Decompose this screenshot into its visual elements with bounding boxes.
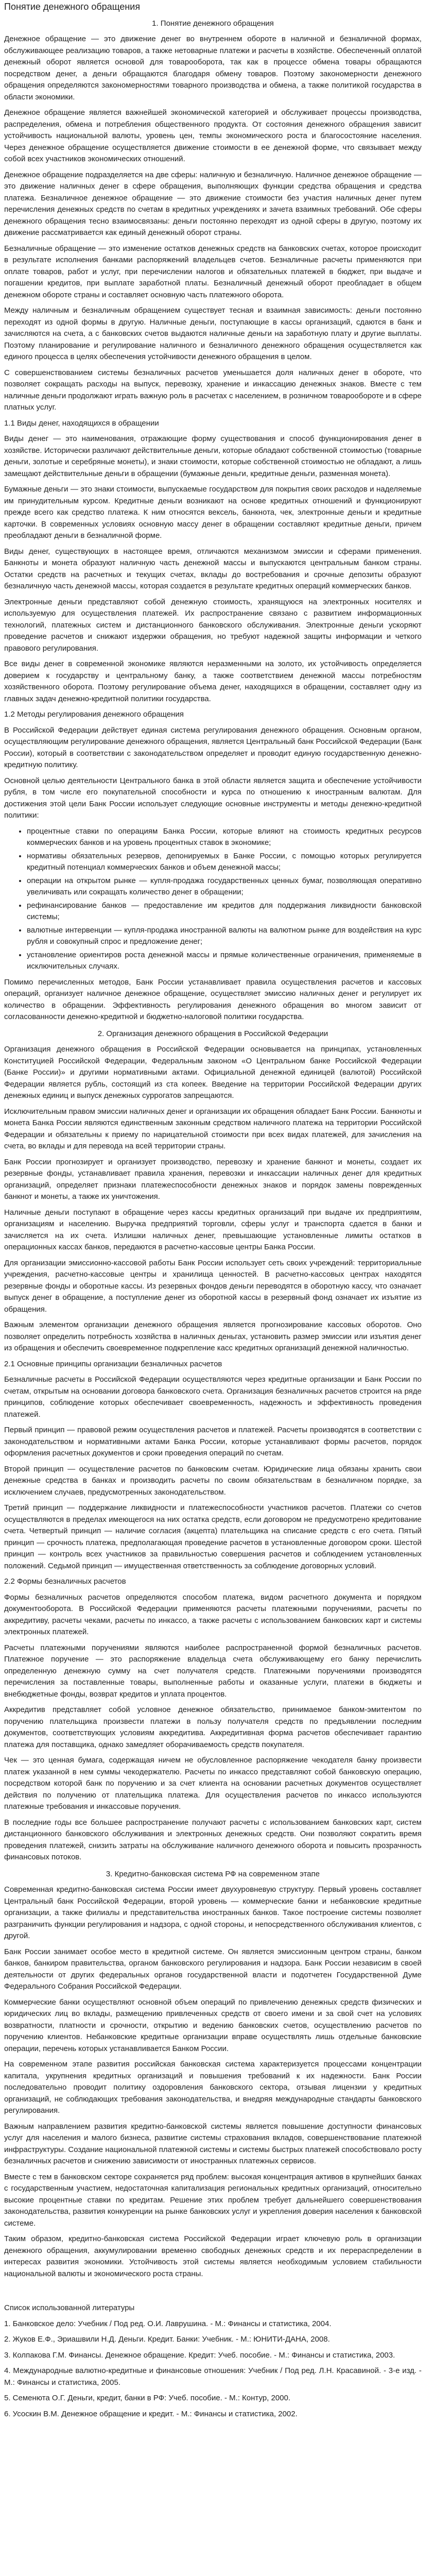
paragraph: Бумажные деньги — это знаки стоимости, выпускаемые государством для покрытия своих расходов и наделяемые им принудительным курсом. Кредитные деньги возникают на основе кредитных отношений и функционируют прежде всего как средство платежа. К ним относятся вексель, банкнота, чек, электронные деньги и кредитные карточки. В современных условиях основную массу денег в обращении составляют кредитные деньги, причем преобладают деньги в безналичной форме. xyxy=(4,485,422,540)
paragraph: Помимо перечисленных методов, Банк России устанавливает правила осуществления расчетов и кассовых операций, организует наличное денежное обращение, осуществляет эмиссию наличных денег и регулирует их количество в обращении. Эффективность регулирования денежного обращения во многом зависит от согласованности денежно-кредитной и бюджетно-налоговой политики государства. xyxy=(4,977,422,1021)
section-heading: 1.1 Виды денег, находящихся в обращении xyxy=(4,418,159,428)
paragraph: Наличные деньги поступают в обращение через кассы кредитных организаций при выдаче их предприятиям, организациям и населению. Выручка предприятий торговли, сферы услуг и транспорта сдается в банки и зачисляется на их счета. Излишки наличных денег, превышающие установленные лимиты остатков в операционных кассах банков, передаются в расчетно-кассовые центры Банка России. xyxy=(4,1208,422,1251)
bibliography-item: 2. Жуков Е.Ф., Эриашвили Н.Д. Деньги. Кредит. Банки: Учебник. - М.: ЮНИТИ-ДАНА, 2008. xyxy=(4,2335,330,2344)
paragraph: Банк России занимает особое место в кредитной системе. Он является эмиссионным центром страны, банком банков, банкиром правительства, органом банковского регулирования и надзора. Банк России независим в своей деятельности от других федеральных органов государственной власти и подотчетен Государственной Думе Федерального Собрания Российской Федерации. xyxy=(4,1947,422,1991)
paragraph: С совершенствованием системы безналичных расчетов уменьшается доля наличных денег в обороте, что позволяет сокращать расходы на выпуск, перевозку, хранение и инкассацию денежных знаков. Вместе с тем наличные деньги продолжают играть важную роль в расчетах с населением, в розничном товарообороте и в сфере платных услуг. xyxy=(4,368,422,412)
paragraph: Для организации эмиссионно-кассовой работы Банк России использует сеть своих учреждений: территориальные учреждения, расчетно-кассовые центры и хранилища ценностей. В расчетно-кассовых центрах находятся резервные фонды и оборотные кассы. Из резервных фондов деньги переводятся в оборотную кассу, что означает выпуск денег в обращение, а поступление денег из оборотной кассы в резервный фонд означает их изъятие из обращения. xyxy=(4,1258,422,1314)
paragraph: Формы безналичных расчетов определяются способом платежа, видом расчетного документа и порядком документооборота. В Российской Федерации применяются расчеты платежными поручениями, расчеты по аккредитиву, расчеты чеками, расчеты по инкассо, а также расчеты с использованием банковских карт и системы электронных платежей. xyxy=(4,1592,422,1636)
bibliography-item: 3. Колпакова Г.М. Финансы. Денежное обращение. Кредит: Учеб. пособие. - М.: Финансы и статистика, 2003. xyxy=(4,2350,395,2360)
paragraph: Таким образом, кредитно-банковская система Российской Федерации играет ключевую роль в организации денежного обращения, аккумулировании временно свободных денежных средств и их перераспределении в интересах развития экономики. Устойчивость этой системы является необходимым условием стабильности национальной валюты и экономического роста страны. xyxy=(4,2234,422,2278)
section-heading: 2.2 Формы безналичных расчетов xyxy=(4,1577,126,1586)
paragraph: Виды денег, существующих в настоящее время, отличаются механизмом эмиссии и сферами применения. Банкноты и монета образуют наличную часть денежной массы и выпускаются центральным банком страны. Остатки средств на расчетных и текущих счетах, вклады до востребования и срочные депозиты образуют безналичную часть денежной массы, которая создается в результате кредитных операций коммерческих банков. xyxy=(4,547,422,590)
paragraph: В Российской Федерации действует единая система регулирования денежного обращения. Основным органом, осуществляющим регулирование денежного обращения, является Центральный банк Российской Федерации (Банк России), который в соответствии с законодательством определяет и проводит единую государственную денежно-кредитную политику. xyxy=(4,725,422,769)
paragraph: Основной целью деятельности Центрального банка в этой области является защита и обеспечение устойчивости рубля, в том числе его покупательной способности и курса по отношению к иностранным валютам. Для достижения этой цели Банк России использует следующие основные инструменты и методы денежно-кредитной политики: xyxy=(4,776,422,820)
paragraph: Первый принцип — правовой режим осуществления расчетов и платежей. Расчеты производятся в соответствии с законодательством и нормативными актами Банка России, которые устанавливают формы расчетов, порядок оформления расчетных документов и сроки проведения операций по счетам. xyxy=(4,1426,422,1458)
paragraph: На современном этапе развития российская банковская система характеризуется процессами концентрации капитала, укрупнения кредитных организаций и повышения требований к их надежности. Банк России последовательно проводит политику оздоровления банковского сектора, отзывая лицензии у кредитных организаций, не соблюдающих требования законодательства, и внедряя международные стандарты банковского регулирования. xyxy=(4,2060,422,2115)
section-spacer xyxy=(4,2284,422,2302)
paragraph: Важным элементом организации денежного обращения является прогнозирование кассовых оборотов. Оно позволяет определить потребность хозяйства в наличных деньгах, установить размер эмиссии или изъятия денег из обращения и обеспечить своевременное подкрепление касс кредитных организаций денежной наличностью. xyxy=(4,1320,422,1352)
paragraph: Второй принцип — осуществление расчетов по банковским счетам. Юридические лица обязаны хранить свои денежные средства в банках и производить расчеты по своим обязательствам в безналичном порядке, за исключением случаев, предусмотренных законодательством. xyxy=(4,1464,422,1497)
bibliography-item: 6. Усоскин В.М. Денежное обращение и кредит. - М.: Финансы и статистика, 2002. xyxy=(4,2409,298,2418)
paragraph: Виды денег — это наименования, отражающие форму существования и способ функционирования денег в хозяйстве. Исторически различают действительные деньги, которые обладают собственной стоимостью (товарные деньги, золотые и серебряные монеты), и знаки стоимости, которые собственной стоимостью не обладают, а лишь замещают действительные деньги в обращении (бумажные деньги, кредитные деньги, разменная монета). xyxy=(4,434,422,478)
paragraph: Организация денежного обращения в Российской Федерации основывается на принципах, установленных Конституцией Российской Федерации, Федеральным законом «О Центральном банке Российской Федерации (Банке России)» и другими нормативными актами. Официальной денежной единицей (валютой) Российской Федерации является рубль, состоящий из ста копеек. Введение на территории Российской Федерации других денежных единиц и выпуск денежных суррогатов запрещаются. xyxy=(4,1045,422,1100)
paragraph: В последние годы все большее распространение получают расчеты с использованием банковских карт, систем дистанционного банковского обслуживания и электронных денежных средств. Они позволяют сократить время проведения платежей, снизить затраты на обслуживание наличного денежного оборота и повысить прозрачность финансовых потоков. xyxy=(4,1818,422,1861)
section-heading: 1.2 Методы регулирования денежного обращения xyxy=(4,710,184,719)
bibliography-item: 1. Банковское дело: Учебник / Под ред. О.И. Лаврушина. - М.: Финансы и статистика, 2004. xyxy=(4,2319,332,2328)
paragraph: Электронные деньги представляют собой денежную стоимость, хранящуюся на электронных носителях и используемую для осуществления платежей. Их распространение связано с развитием информационных технологий, платежных систем и дистанционного банковского обслуживания. Электронные деньги ускоряют проведение расчетов и снижают издержки обращения, но требуют надежной защиты информации и четкого правового регулирования. xyxy=(4,597,422,653)
list-item: • валютные интервенции — купля-продажа иностранной валюты на валютном рынке для воздействия на курс рубля и совокупный спрос и предложение денег; xyxy=(27,925,422,948)
bullet-list xyxy=(4,826,422,973)
page-title: Понятие денежного обращения xyxy=(4,2,141,12)
bibliography-item: 5. Семенюта О.Г. Деньги, кредит, банки в РФ: Учеб. пособие. - М.: Контур, 2000. xyxy=(4,2394,291,2402)
paragraph: Денежное обращение является важнейшей экономической категорией и обслуживает процессы производства, распределения, обмена и потребления общественного продукта. От состояния денежного обращения зависит устойчивость национальной валюты, уровень цен, темпы экономического роста и благосостояние населения. Через денежное обращение осуществляется движение стоимости в ее денежной форме, что связывает между собой всех участников экономических отношений. xyxy=(4,108,422,163)
list-item: • операции на открытом рынке — купля-продажа государственных ценных бумаг, позволяющая оперативно увеличивать или сокращать количество денег в обращении; xyxy=(27,875,422,899)
paragraph: Денежное обращение — это движение денег во внутреннем обороте в наличной и безналичной формах, обслуживающее реализацию товаров, а также нетоварные платежи и расчеты в хозяйстве. Обеспеченный оплатой денежный оборот является основой для товарооборота, так как в процессе обмена товары обращаются посредством денег, а деньги обращаются благодаря обмену товаров. Поэтому закономерности денежного обращения определяются закономерностями товарного производства и обмена, а также политикой государства в области экономики. xyxy=(4,35,422,101)
paragraph: Безналичные обращение — это изменение остатков денежных средств на банковских счетах, которое происходит в результате исполнения банками распоряжений владельцев счетов. Безналичные расчеты применяются при оплате товаров, работ и услуг, при перечислении налогов и обязательных платежей в бюджет, при выдаче и погашении кредитов, при выплате заработной платы. Безналичный денежный оборот преобладает в общем денежном обороте страны и составляет основную часть платежного оборота. xyxy=(4,244,422,299)
section-heading: 1. Понятие денежного обращения xyxy=(152,19,274,28)
paragraph: Все виды денег в современной экономике являются неразменными на золото, их устойчивость определяется доверием к государству и центральному банку, а также соответствием денежной массы потребностям хозяйственного оборота. Поэтому регулирование объема денег, находящихся в обращении, составляет одну из главных задач денежно-кредитной политики государства. xyxy=(4,659,422,703)
paragraph: Между наличным и безналичным обращением существует тесная и взаимная зависимость: деньги постоянно переходят из одной формы в другую. Наличные деньги, поступающие в кассы организаций, сдаются в банк и зачисляются на счета, а с банковских счетов выдаются наличные деньги на заработную плату и другие выплаты. Поэтому планирование и регулирование наличного и безналичного денежного обращения осуществляется как единого процесса в целях обеспечения устойчивости денежного обращения в целом. xyxy=(4,306,422,361)
paragraph: Исключительным правом эмиссии наличных денег и организации их обращения обладает Банк России. Банкноты и монета Банка России являются единственным законным средством наличного платежа на территории Российской Федерации и обязательны к приему по нарицательной стоимости при всех видах платежей, для зачисления на счета, во вклады и для перевода на всей территории страны. xyxy=(4,1107,422,1150)
list-item: • рефинансирование банков — предоставление им кредитов для поддержания ликвидности банковской системы; xyxy=(27,900,422,923)
bibliography-item: 4. Международные валютно-кредитные и финансовые отношения: Учебник / Под ред. Л.Н. Красавиной. - 3-е изд. - М.: Финансы и статистика, 2005. xyxy=(4,2366,422,2387)
paragraph: Денежное обращение подразделяется на две сферы: наличную и безналичную. Наличное денежное обращение — это движение наличных денег в сфере обращения, выполняющих функции средства обращения и средства платежа. Безналичное денежное обращение — это движение стоимости без участия наличных денег путем перечисления денежных средств по счетам в кредитных учреждениях и зачета взаимных требований. Обе сферы денежного обращения тесно взаимосвязаны: деньги постоянно переходят из одной сферы в другую, поэтому их движение рассматривается как единый денежный оборот страны. xyxy=(4,170,422,237)
paragraph: Вместе с тем в банковском секторе сохраняется ряд проблем: высокая концентрация активов в крупнейших банках с государственным участием, недостаточная капитализация региональных кредитных организаций, относительно высокие процентные ставки по кредитам. Решение этих проблем требует дальнейшего совершенствования законодательства, развития конкуренции на рынке банковских услуг и укрепления доверия населения к банковской системе. xyxy=(4,2172,422,2228)
paragraph: Чек — это ценная бумага, содержащая ничем не обусловленное распоряжение чекодателя банку произвести платеж указанной в нем суммы чекодержателю. Расчеты по инкассо представляют собой банковскую операцию, посредством которой банк по поручению и за счет клиента на основании расчетных документов осуществляет действия по получению от плательщика платежа. Для осуществления расчетов по инкассо используются платежные требования и инкассовые поручения. xyxy=(4,1756,422,1811)
section-heading: 2.1 Основные принципы организации безналичных расчетов xyxy=(4,1359,222,1368)
list-item: • нормативы обязательных резервов, депонируемых в Банке России, с помощью которых регулируется кредитный потенциал коммерческих банков и объем денежной массы; xyxy=(27,851,422,874)
paragraph: Банк России прогнозирует и организует производство, перевозку и хранение банкнот и монеты, создает их резервные фонды, устанавливает правила хранения, перевозки и инкассации наличных денег для кредитных организаций, определяет признаки платежеспособности денежных знаков и порядок замены поврежденных банкнот и монеты, а также их уничтожения. xyxy=(4,1157,422,1201)
paragraph: Аккредитив представляет собой условное денежное обязательство, принимаемое банком-эмитентом по поручению плательщика произвести платежи в пользу получателя средств по предъявлении последним документов, соответствующих условиям аккредитива. Аккредитивная форма расчетов обеспечивает гарантию платежа для поставщика, однако замедляет оборачиваемость средств покупателя. xyxy=(4,1705,422,1749)
paragraph: Современная кредитно-банковская система России имеет двухуровневую структуру. Первый уровень составляет Центральный банк Российской Федерации, второй уровень — коммерческие банки и небанковские кредитные организации, а также филиалы и представительства иностранных банков. Такое построение системы позволяет разграничить функции регулирования и надзора, с одной стороны, и непосредственного обслуживания клиентов, с другой. xyxy=(4,1885,422,1940)
paragraph: Безналичные расчеты в Российской Федерации осуществляются через кредитные организации и Банк России по счетам, открытым на основании договора банковского счета. Организация безналичных расчетов строится на ряде принципов, соблюдение которых обеспечивает своевременность, надежность и эффективность проведения платежей. xyxy=(4,1375,422,1419)
paragraph: Коммерческие банки осуществляют основной объем операций по привлечению денежных средств физических и юридических лиц во вклады, размещению привлеченных средств от своего имени и за свой счет на условиях возвратности, платности и срочности, открытию и ведению банковских счетов, осуществлению расчетов по поручению клиентов. Небанковские кредитные организации вправе осуществлять лишь отдельные банковские операции, перечень которых устанавливается Банком России. xyxy=(4,1997,422,2053)
list-item: • процентные ставки по операциям Банка России, которые влияют на стоимость кредитных ресурсов коммерческих банков и на уровень процентных ставок в экономике; xyxy=(27,826,422,849)
section-heading: 2. Организация денежного обращения в Российской Федерации xyxy=(97,1029,328,1038)
bibliography-title: Список использованной литературы xyxy=(4,2303,135,2312)
paragraph: Важным направлением развития кредитно-банковской системы является повышение доступности финансовых услуг для населения и малого бизнеса, развитие системы страхования вкладов, совершенствование платежной инфраструктуры. Создание национальной платежной системы и системы быстрых платежей способствовало росту безналичных расчетов и снижению зависимости от иностранных платежных сервисов. xyxy=(4,2122,422,2165)
section-heading: 3. Кредитно-банковская система РФ на современном этапе xyxy=(106,1869,320,1878)
paragraph: Расчеты платежными поручениями являются наиболее распространенной формой безналичных расчетов. Платежное поручение — это распоряжение владельца счета обслуживающему его банку перечислить определенную денежную сумму на счет получателя средств. Платежными поручениями производятся перечисления за поставленные товары, выполненные работы и оказанные услуги, платежи в бюджеты и внебюджетные фонды, возврат кредитов и уплата процентов. xyxy=(4,1643,422,1699)
list-item: • установление ориентиров роста денежной массы и прямые количественные ограничения, применяемые в исключительных случаях. xyxy=(27,950,422,973)
paragraph: Третий принцип — поддержание ликвидности и платежеспособности участников расчетов. Платежи со счетов осуществляются в пределах имеющегося на них остатка средств, если договором не предусмотрено кредитование счета. Четвертый принцип — наличие согласия (акцепта) плательщика на списание средств с его счета. Пятый принцип — срочность платежа, предполагающая проведение расчетов в установленные договором сроки. Шестой принцип — контроль всех участников за правильностью совершения расчетов и соблюдением установленных положений. Седьмой принцип — имущественная ответственность за соблюдение договорных условий. xyxy=(4,1503,422,1570)
document-body xyxy=(4,18,422,2420)
